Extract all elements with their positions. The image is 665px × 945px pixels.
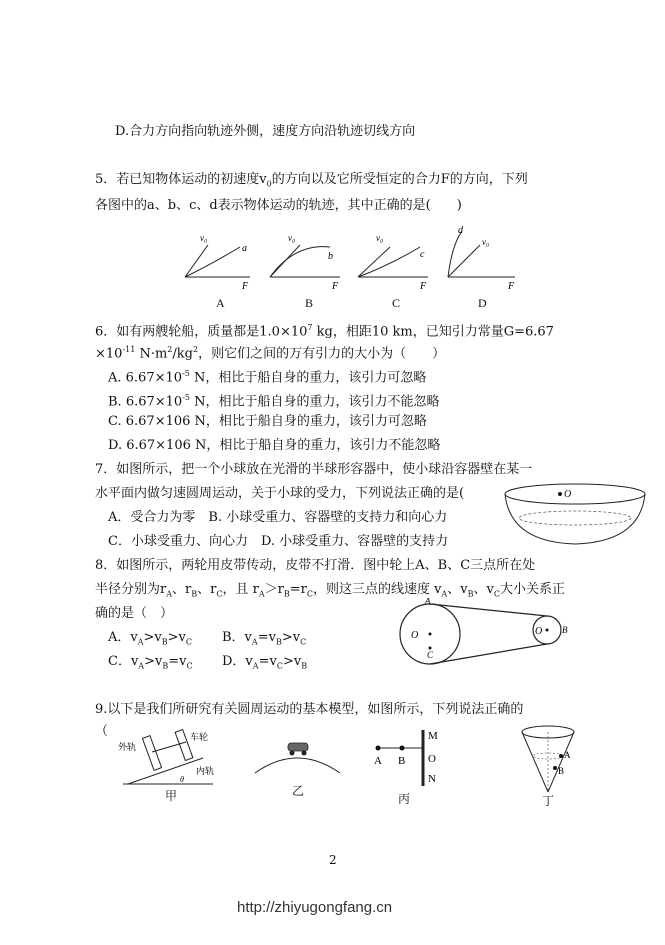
- q7-stem-line2: 水平面内做匀速圆周运动，关于小球的受力，下列说法正确的是(: [95, 486, 465, 501]
- svg-text:F: F: [332, 281, 339, 292]
- q6-stem-line2: $\times 10^{-11}$ $N\cdot m^2/kg^2$，则它们之间的万有引力的大小为（ ）: [95, 345, 446, 362]
- q5-label-a: A: [216, 296, 225, 310]
- svg-text:B: B: [562, 625, 568, 635]
- svg-text:A: A: [564, 750, 571, 760]
- svg-text:O: O: [564, 489, 572, 500]
- q9-figure-bing: [368, 726, 448, 788]
- q5-stem-line1: 5．若已知物体运动的初速度$v_0$的方向以及它所受恒定的合力F的方向，下列: [95, 172, 528, 189]
- svg-text:O: O: [428, 753, 436, 765]
- page-number: 2: [329, 853, 337, 867]
- q5-figures: [180, 225, 520, 295]
- q5-stem-line2: 各图中的a、b、c、d表示物体运动的轨迹，其中正确的是( ): [95, 198, 462, 213]
- q7-bowl-figure: [500, 480, 650, 550]
- q5-figure-d: [448, 225, 515, 292]
- footer-url[interactable]: http://zhiyugongfang.cn: [237, 899, 393, 916]
- svg-text:B: B: [398, 755, 406, 767]
- q8-stem-line2: 半径分别为$r_A$、$r_B$、$r_C$，且 $r_A>r_B=r_C$，则这三点的线速度 $v_A$、$v_B$、$v_C$大小关系正: [95, 582, 565, 599]
- svg-text:b: b: [328, 251, 333, 262]
- q9-stem-line1: 9.以下是我们所研究有关圆周运动的基本模型，如图所示，下列说法正确的: [95, 702, 524, 717]
- q9-label-bing: 丙: [398, 792, 411, 806]
- q5-figure-a: [185, 233, 250, 292]
- q5-label-d: D: [478, 296, 487, 310]
- q4-option-d: D.合力方向指向轨迹外侧，速度方向沿轨迹切线方向: [115, 124, 416, 139]
- q7-option-cd: C．小球受重力、向心力 D. 小球受重力、容器壁的支持力: [108, 534, 449, 549]
- svg-text:B: B: [558, 766, 565, 776]
- q8-option-a: A．$v_A>v_B>v_C$: [108, 630, 193, 647]
- svg-text:A: A: [374, 755, 382, 767]
- q9-stem-line2: （: [95, 724, 109, 739]
- q8-option-c: C．$v_A>v_B=v_C$: [108, 654, 193, 671]
- q8-stem-line3: 确的是（ ）: [95, 606, 174, 621]
- svg-text:外轨: 外轨: [118, 742, 137, 752]
- svg-text:F: F: [420, 281, 427, 292]
- q9-label-yi: 乙: [292, 784, 305, 798]
- svg-text:a: a: [242, 243, 247, 254]
- q8-option-d: D．$v_A=v_C>v_B$: [222, 654, 308, 671]
- svg-text:θ: θ: [180, 775, 184, 784]
- q6-option-b: B. $6.67\times 10^{-5}$ N，相比于船自身的重力，该引力不能忽略: [108, 393, 440, 410]
- q5-figure-b: [270, 233, 340, 292]
- q5-figure-c: [358, 233, 428, 292]
- q6-option-d: D. 6.67×106 N，相比于船自身的重力，该引力不能忽略: [108, 438, 441, 453]
- svg-text:F: F: [508, 281, 515, 292]
- svg-text:C: C: [427, 650, 434, 660]
- q8-stem-line1: 8．如图所示，两轮用皮带传动，皮带不打滑．图中轮上A、B、C三点所在处: [95, 558, 536, 573]
- q7-stem-line1: 7．如图所示，把一个小球放在光滑的半球形容器中，使小球沿容器壁在某一: [95, 462, 533, 477]
- q8-option-b: B．$v_A=v_B>v_C$: [222, 630, 307, 647]
- svg-text:v₀: v₀: [482, 237, 490, 247]
- q7-option-ab: A．受合力为零 B. 小球受重力、容器壁的支持力和向心力: [108, 510, 448, 525]
- svg-text:c: c: [420, 249, 425, 260]
- svg-text:v₀: v₀: [376, 233, 384, 243]
- svg-text:O: O: [411, 630, 419, 641]
- q9-label-ding: 丁: [542, 794, 555, 808]
- svg-text:F: F: [242, 281, 249, 292]
- q5-label-b: B: [305, 296, 314, 310]
- svg-text:v₀: v₀: [288, 233, 296, 243]
- q6-stem-line1: 6．如有两艘轮船，质量都是$1.0\times 10^7$ kg，相距10 km，已知引力常量G=6.67: [95, 323, 554, 340]
- q9-figure-jia: [118, 728, 218, 788]
- q6-option-a: A. $6.67\times 10^{-5}$ N，相比于船自身的重力，该引力可忽略: [108, 369, 427, 386]
- svg-text:内轨: 内轨: [196, 766, 215, 776]
- svg-text:v₀: v₀: [200, 233, 208, 243]
- q6-option-c: C. 6.67×106 N，相比于船自身的重力，该引力可忽略: [108, 414, 427, 429]
- q9-figure-yi: [250, 735, 345, 775]
- svg-text:M: M: [428, 730, 438, 742]
- svg-text:O: O: [535, 626, 543, 637]
- q5-label-c: C: [392, 296, 401, 310]
- svg-text:车轮: 车轮: [190, 732, 209, 742]
- svg-text:d: d: [458, 225, 463, 236]
- q9-label-jia: 甲: [165, 789, 178, 803]
- svg-text:A: A: [425, 598, 431, 606]
- q8-belt-figure: [395, 598, 570, 670]
- svg-text:N: N: [428, 773, 436, 785]
- q9-figure-ding: [515, 722, 585, 794]
